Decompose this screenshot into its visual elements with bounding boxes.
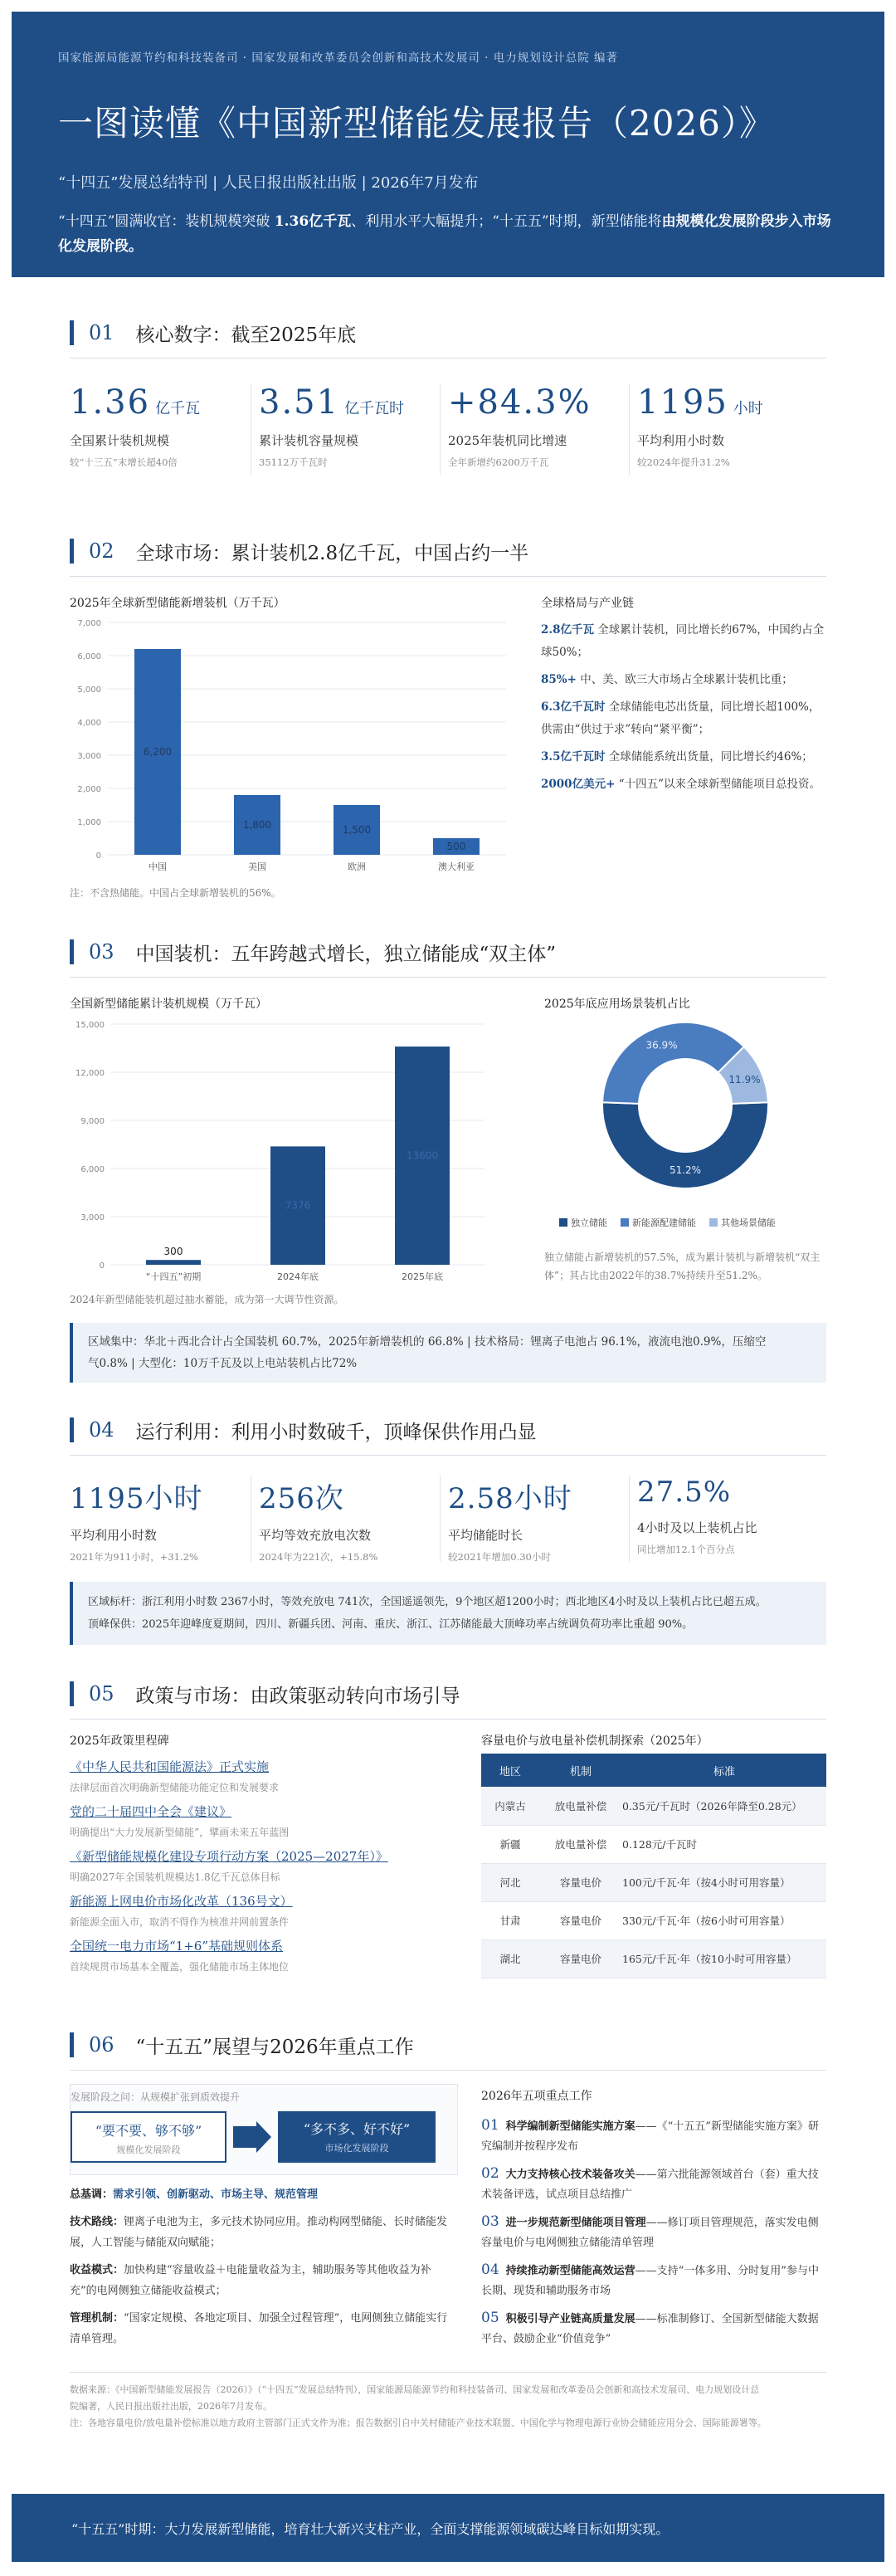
stage-from: “要不要、够不够” 规模化发展阶段 xyxy=(71,2111,226,2163)
slice-label: 36.9% xyxy=(645,1039,678,1051)
china-highlight-box: 区域集中：华北＋西北合计占全国装机 60.7%，2025年新增装机的 66.8% | 技术格局：锂离子电池占 96.1%，液流电池0.9%，压缩空 气0.8% | 大型化：10万千瓦及以上电站装机占比72% xyxy=(70,1323,826,1383)
editor-orgs: 国家能源局能源节约和科技装备司 · 国家发展和改革委员会创新和高技术发展司 · 电力规划设计总院 编著 xyxy=(58,51,619,65)
table-row: 湖北 容量电价 165元/千瓦·年（按10小时可用容量） xyxy=(481,1939,826,1978)
table-title: 容量电价与放电量补偿机制探索（2025年） xyxy=(481,1734,709,1748)
data-label: 6,200 xyxy=(143,746,173,758)
data-label: 7376 xyxy=(285,1199,311,1212)
divider xyxy=(70,1719,826,1720)
policy-item[interactable]: 新能源上网电价市场化改革（136号文） 新能源全面入市，取消不得作为核准并网前置条件 xyxy=(70,1894,293,1928)
policy-item[interactable]: 党的二十届四中全会《建议》 明确提出“大力发展新型储能”，擘画未来五年蓝图 xyxy=(70,1804,290,1838)
y-tick-label: 0 xyxy=(99,1261,105,1271)
y-tick-label: 15,000 xyxy=(75,1021,105,1030)
section-04-heading: 04 运行利用：利用小时数破千，顶峰保供作用凸显 xyxy=(70,1415,537,1445)
footer-banner: “十五五”时期：大力发展新型储能，培育壮大新兴支柱产业，全面支撑能源领域碳达峰目标如期实现。 xyxy=(12,2494,884,2562)
metric-card: 2.58小时 平均储能时长 较2021年增加0.30小时 xyxy=(448,1482,572,1563)
metric-card: 1.36 亿千瓦 全国累计装机规模 较“十三五”末增长超40倍 xyxy=(70,383,201,468)
chart-title: 2025年全球新型储能新增装机（万千瓦） xyxy=(70,597,285,610)
outlook-lines: 总基调：需求引领、创新驱动、市场主导、规范管理 技术路线：锂离子电池为主，多元技术协同应用。推动构网型储能、长时储能发展，人工智能与储能双向赋能； 收益模式：加快构建“容量收益＋电能量收益为主，辅助服务等其他收益为补充”的电网侧独立储能收益模式； 管理机制：“国家定规模、各地定项目、加强全过程管理”，电网侧独立储能实行清单管理。 xyxy=(70,2188,448,2345)
metric-card: 3.51 亿千瓦时 累计装机容量规模 35112万千瓦时 xyxy=(259,383,405,468)
divider xyxy=(70,977,826,978)
global-facts: 2.8亿千瓦 全球累计装机，同比增长约67%，中国约占全球50%； 85%+ 中、美、欧三大市场占全球累计装机比重； 6.3亿千瓦时 全球储能电芯出货量，同比增长超100%，供需由“供过于求”转向“紧平衡”； 3.5亿千瓦时 全球储能系统出货量，同比增长约46%； 2000亿美元+ “十四五”以来全球新型储能项目总投资。 xyxy=(541,623,825,791)
table-row: 河北 容量电价 100元/千瓦·年（按4小时可用容量） xyxy=(481,1863,826,1901)
policy-item[interactable]: 《中华人民共和国能源法》正式实施 法律层面首次明确新型储能功能定位和发展要求 xyxy=(70,1759,280,1793)
data-label: 1,800 xyxy=(242,819,272,831)
sources: 数据来源：《中国新型储能发展报告（2026）》（“十四五”发展总结特刊），国家能源局能源节约和科技装备司、国家发展和改革委员会创新和高技术发展司、电力规划设计总 院编著，人民日报出版社出版，2026年7月发布。 注：各地容量电价/放电量补偿标准以地方政府主管部门正式文件为准；报告数据引自中关村储能产业技术联盟、中国化学与物理电源行业协会储能应用分会、国际能源署等。 xyxy=(70,2384,767,2428)
table-row: 内蒙古 放电量补偿 0.35元/千瓦时（2026年降至0.28元） xyxy=(481,1787,826,1825)
global-bar-chart xyxy=(70,614,518,880)
y-tick-label: 9,000 xyxy=(80,1117,105,1126)
y-tick-label: 3,000 xyxy=(80,1213,105,1222)
china-bar-chart xyxy=(70,1014,501,1288)
y-tick-label: 6,000 xyxy=(77,652,101,661)
section-05-heading: 05 政策与市场：由政策驱动转向市场引导 xyxy=(70,1679,460,1709)
legend-swatch xyxy=(709,1218,718,1227)
tasks-title: 2026年五项重点工作 xyxy=(481,2090,592,2103)
legend-swatch xyxy=(559,1218,567,1227)
stage-panel: 发展阶段之问：从规模扩张到质效提升 “要不要、够不够” 规模化发展阶段 “多不多、好不好” 市场化发展阶段 xyxy=(70,2084,458,2175)
metric-card: 256次 平均等效充放电次数 2024年为221次，+15.8% xyxy=(259,1482,378,1563)
y-tick-label: 6,000 xyxy=(80,1165,105,1174)
y-tick-label: 12,000 xyxy=(75,1069,105,1078)
y-tick-label: 4,000 xyxy=(77,719,101,728)
operation-highlight-box: 区域标杆：浙江利用小时数 2367小时，等效充放电 741次，全国遥遥领先，9个地区超1200小时；西北地区4小时及以上装机占比已超五成。 顶峰保供：2025年迎峰度夏期间，四川、新疆兵团、河南、重庆、浙江、江苏储能最大顶峰功率占统调负荷功率比重超 90%。 xyxy=(70,1582,826,1645)
chart-title: 全国新型储能累计装机规模（万千瓦） xyxy=(70,998,267,1011)
header-banner xyxy=(12,12,884,277)
chart-note: 2024年新型储能装机超过抽水蓄能，成为第一大调节性资源。 xyxy=(70,1294,344,1305)
y-tick-label: 5,000 xyxy=(77,685,101,695)
slice-label: 51.2% xyxy=(669,1164,702,1176)
x-tick-label: 中国 xyxy=(149,861,167,872)
task-item: 03 进一步规范新型储能项目管理——修订项目管理规范，落实发电侧容量电价与电网侧独立储能清单管理 xyxy=(481,2213,819,2249)
capacity-price-table: 地区 机制 标准 内蒙古 放电量补偿 0.35元/千瓦时（2026年降至0.28元） 新疆 放电量补偿 0.128元/千瓦时 河北 容量电价 100元/千瓦·年（按4小时可用容量） 甘肃 容量电价 330元/千瓦·年（按6小时可用容量） 湖北 容量电价 165元/千瓦·年（按10小时可用容量） xyxy=(481,1754,826,1978)
section-03-heading: 03 中国装机：五年跨越式增长，独立储能成“双主体” xyxy=(70,937,556,967)
divider xyxy=(70,2070,826,2071)
task-item: 04 持续推动新型储能高效运营——支持“一体多用、分时复用”参与中长期、现货和辅助服务市场 xyxy=(481,2261,819,2297)
section-01-heading: 01 核心数字：截至2025年底 xyxy=(70,318,356,348)
right-title: 全球格局与产业链 xyxy=(541,597,634,610)
policy-list-title: 2025年政策里程碑 xyxy=(70,1734,169,1748)
y-tick-label: 2,000 xyxy=(77,785,101,794)
x-tick-label: 澳大利亚 xyxy=(438,861,475,872)
donut-note: 独立储能占新增装机的57.5%，成为累计装机与新增装机“双主体”；其占比由2022年的38.7%持续升至51.2%。 xyxy=(544,1251,821,1281)
y-tick-label: 1,000 xyxy=(77,818,101,827)
metric-card: +84.3% 2025年装机同比增速 全年新增约6200万千瓦 xyxy=(448,383,592,468)
task-list xyxy=(481,2115,826,2349)
stage-to: “多不多、好不好” 市场化发展阶段 xyxy=(278,2111,436,2163)
table-row: 新疆 放电量补偿 0.128元/千瓦时 xyxy=(481,1825,826,1863)
divider xyxy=(70,358,826,359)
page-subtitle: “十四五”发展总结特刊 | 人民日报出版社出版 | 2026年7月发布 xyxy=(58,174,479,192)
x-tick-label: 美国 xyxy=(248,861,266,872)
x-tick-label: “十四五”初期 xyxy=(145,1271,202,1282)
y-tick-label: 0 xyxy=(95,851,101,861)
task-item: 02 大力支持核心技术装备攻关——第六批能源领域首台（套）重大技术装备评选，试点项目总结推广 xyxy=(481,2165,819,2201)
section-06-heading: 06 “十五五”展望与2026年重点工作 xyxy=(70,2030,414,2060)
x-tick-label: 2025年底 xyxy=(402,1271,443,1282)
bar xyxy=(146,1260,201,1265)
x-tick-label: 欧洲 xyxy=(348,861,366,872)
legend-label: 新能源配建储能 xyxy=(632,1217,696,1228)
policy-item[interactable]: 《新型储能规模化建设专项行动方案（2025—2027年）》 明确2027年全国装机规模达1.8亿千瓦总体目标 xyxy=(70,1849,388,1883)
chart-note: 注：不含热储能。中国占全球新增装机的56%。 xyxy=(70,887,281,899)
scenario-donut-chart xyxy=(544,1014,826,1240)
legend-label: 独立储能 xyxy=(571,1217,607,1228)
task-item: 05 积极引导产业链高质量发展——标准制修订、全国新型储能大数据平台、鼓励企业“价值竞争” xyxy=(481,2310,819,2345)
arrow-right-icon xyxy=(233,2121,273,2153)
data-label: 300 xyxy=(163,1246,183,1258)
divider xyxy=(70,1455,826,1456)
data-label: 1,500 xyxy=(342,824,372,836)
divider xyxy=(70,576,826,577)
slice-label: 11.9% xyxy=(728,1073,761,1086)
donut-slice xyxy=(602,1022,744,1104)
chart-title: 2025年底应用场景装机占比 xyxy=(544,998,690,1011)
divider xyxy=(70,2372,826,2373)
page-title: 一图读懂《中国新型储能发展报告（2026）》 xyxy=(58,103,775,144)
x-tick-label: 2024年底 xyxy=(277,1271,319,1282)
data-label: 500 xyxy=(446,841,466,852)
section-02-heading: 02 全球市场：累计装机2.8亿千瓦，中国占约一半 xyxy=(70,536,528,566)
task-item: 01 科学编制新型储能实施方案——《“十五五”新型储能实施方案》研究编制并按程序发布 xyxy=(481,2117,819,2153)
y-tick-label: 3,000 xyxy=(77,752,101,761)
y-tick-label: 7,000 xyxy=(77,619,101,628)
table-row: 甘肃 容量电价 330元/千瓦·年（按6小时可用容量） xyxy=(481,1901,826,1939)
metric-card: 1195 小时 平均利用小时数 较2024年提升31.2% xyxy=(637,383,763,468)
legend-swatch xyxy=(621,1218,629,1227)
data-label: 13600 xyxy=(406,1149,439,1162)
legend-label: 其他场景储能 xyxy=(721,1217,776,1228)
policy-item[interactable]: 全国统一电力市场“1+6”基础规则体系 首续规贯市场基本全覆盖，强化储能市场主体地位 xyxy=(70,1939,290,1973)
lead-paragraph: “十四五”圆满收官：装机规模突破 1.36亿千瓦、利用水平大幅提升；“十五五”时期，新型储能将由规模化发展阶段步入市场化发展阶段。 xyxy=(58,213,831,255)
metric-card: 27.5% 4小时及以上装机占比 同比增加12.1个百分点 xyxy=(637,1476,757,1555)
metric-card: 1195小时 平均利用小时数 2021年为911小时，+31.2% xyxy=(70,1482,203,1563)
